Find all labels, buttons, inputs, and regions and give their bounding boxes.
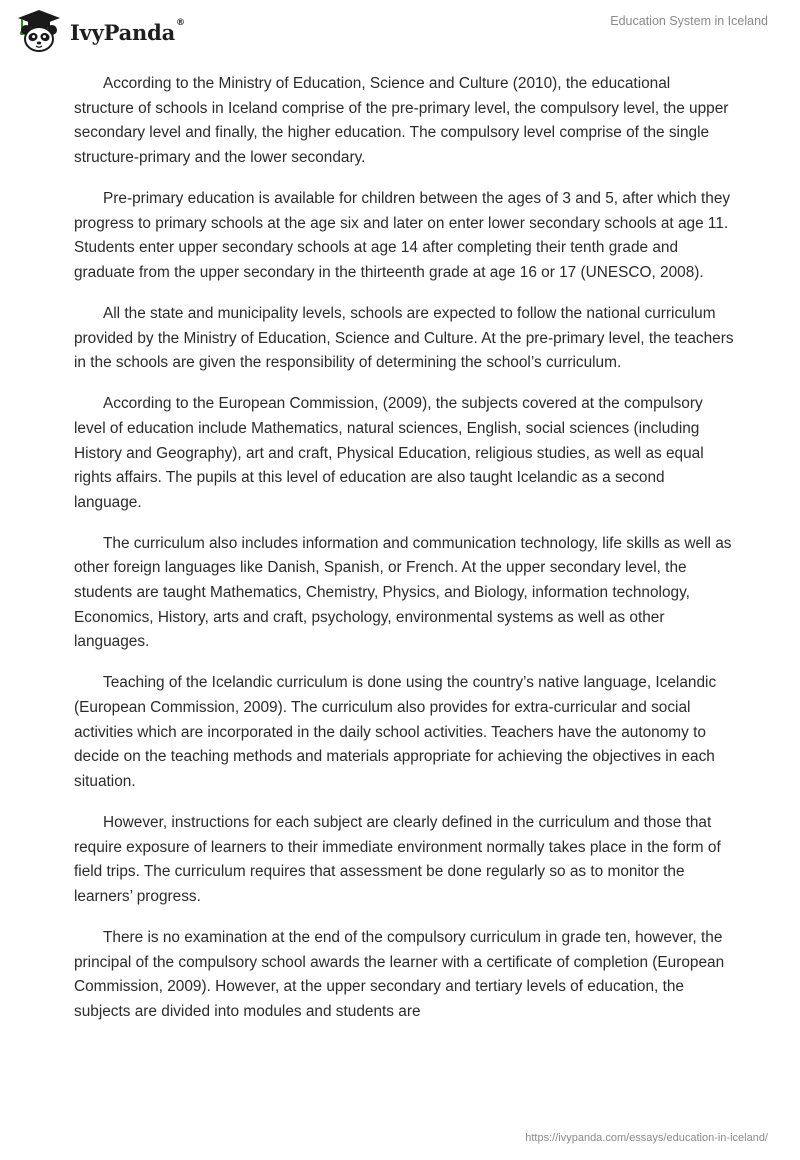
brand-name: IvyPanda® — [70, 17, 185, 45]
paragraph: There is no examination at the end of the compulsory curriculum in grade ten, however, the principal of the compulsory school awards the learner with a certificate of completion (European Commission, 2009). However, at the upper secondary and tertiary levels of education, the subjects are divided into modules and students are — [74, 928, 725, 1020]
document-title: Education System in Iceland — [610, 14, 768, 28]
brand-logo[interactable] — [14, 8, 185, 54]
source-url[interactable]: https://ivypanda.com/essays/education-in-iceland/ — [525, 1132, 768, 1144]
essay-body — [74, 72, 734, 1041]
paragraph: According to the Ministry of Education, Science and Culture (2010), the educational structure of schools in Iceland comprise of the pre-primary level, the compulsory level, the upper secondary level and finally, the higher education. The compulsory level comprise of the single structure-primary and the lower secondary. — [74, 75, 729, 166]
paragraph: Pre-primary education is available for children between the ages of 3 and 5, after which they progress to primary schools at the age six and later on enter lower secondary schools at age 11. Students enter upper secondary schools at age 14 after completing their tenth grade and graduate from the upper secondary in the thirteenth grade at age 16 or 17 (UNESCO, 2008). — [74, 189, 731, 281]
panda-mascot-icon — [14, 8, 64, 54]
paragraph: All the state and municipality levels, schools are expected to follow the national curriculum provided by the Ministry of Education, Science and Culture. At the pre-primary level, the teachers in the schools are given the responsibility of determining the school’s curriculum. — [74, 304, 734, 372]
paragraph: According to the European Commission, (2009), the subjects covered at the compulsory level of education include Mathematics, natural sciences, English, social sciences (including History and Geography), art and craft, Physical Education, religious studies, as well as equal rights affairs. The pupils at this level of education are also taught Icelandic as a second language. — [74, 395, 704, 511]
paragraph: However, instructions for each subject are clearly defined in the curriculum and those that require exposure of learners to their immediate environment normally takes place in the form of field trips. The curriculum requires that assessment be done regularly so as to monitor the learners’ progress. — [74, 814, 721, 905]
registered-mark: ® — [176, 17, 185, 28]
page-header — [0, 0, 800, 60]
paragraph: The curriculum also includes information and communication technology, life skills as well as other foreign languages like Danish, Spanish, or French. At the upper secondary level, the students are taught Mathematics, Chemistry, Physics, and Biology, information technology, Economics, History, arts and craft, psychology, environmental systems as well as other languages. — [74, 534, 732, 651]
paragraph: Teaching of the Icelandic curriculum is done using the country’s native language, Icelandic (European Commission, 2009). The curriculum also provides for extra-curricular and social activities which are incorporated in the daily school activities. Teachers have the autonomy to decide on the teaching methods and materials appropriate for achieving the objectives in each situation. — [74, 674, 717, 790]
